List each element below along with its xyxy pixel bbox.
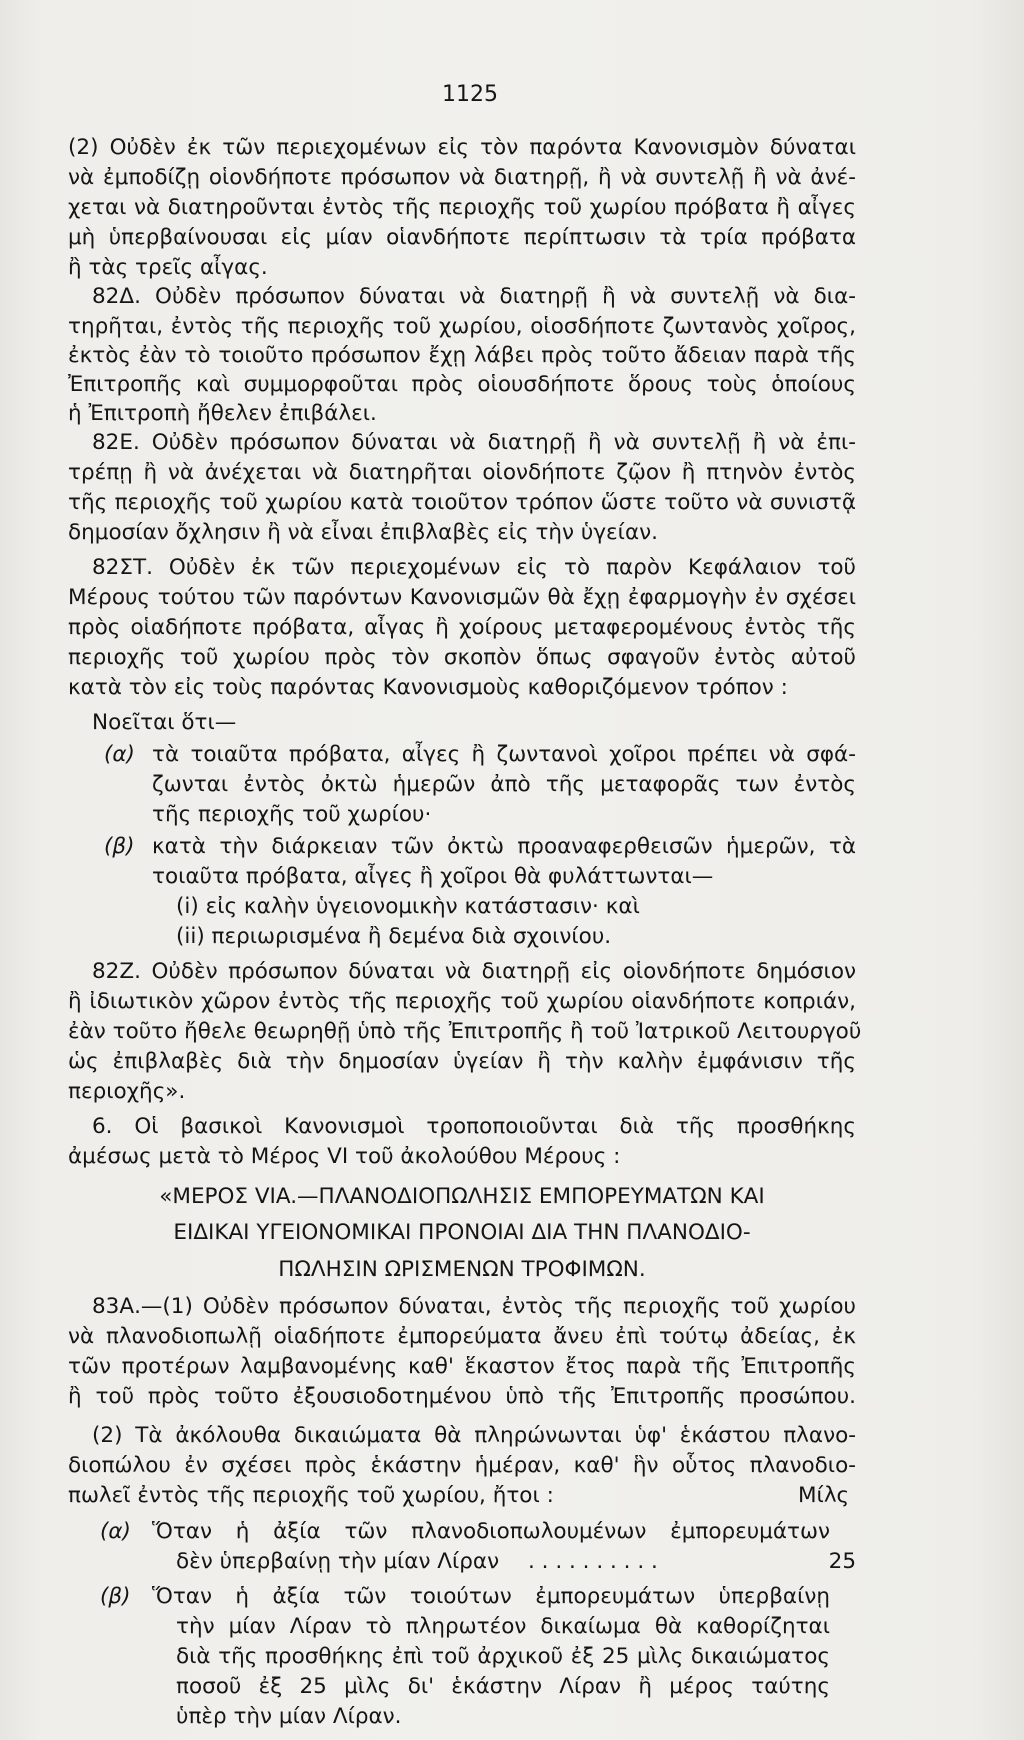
section-82z-line: 82Ζ. Οὐδὲν πρόσωπον δύναται νὰ διατηρῇ εἰς οἱονδήποτε δημόσιον: [92, 959, 856, 984]
section-6-line: 6. Οἱ βασικοὶ Κανονισμοὶ τροποποιοῦνται διὰ τῆς προσθήκης: [92, 1114, 856, 1139]
text-line: ὡς ἐπιβλαβὲς διὰ τὴν δημοσίαν ὑγείαν ἢ τὴν καλὴν ἐμφάνισιν τῆς: [68, 1049, 856, 1074]
text-line: ἢ τοῦ πρὸς τοῦτο ἐξουσιοδοτημένου ὑπὸ τῆς Ἐπιτροπῆς προσώπου.: [68, 1384, 856, 1409]
fee-row-a: [176, 1548, 856, 1576]
text-line: χεται νὰ διατηροῦνται ἐντὸς τῆς περιοχῆς τοῦ χωρίου πρόβατα ἢ αἶγες: [68, 195, 856, 220]
text-line: Μέρους τούτου τῶν παρόντων Κανονισμῶν θὰ ἔχῃ ἐφαρμογὴν ἐν σχέσει: [68, 585, 856, 610]
text-line: τηρῆται, ἐντὸς τῆς περιοχῆς τοῦ χωρίου, οἱοσδήποτε ζωντανὸς χοῖρος,: [68, 314, 856, 339]
text-line: τὰ τοιαῦτα πρόβατα, αἶγες ἢ ζωντανοὶ χοῖροι πρέπει νὰ σφά-: [152, 742, 856, 767]
section-82e-line: 82Ε. Οὐδὲν πρόσωπον δύναται νὰ διατηρῇ ἢ νὰ συντελῇ ἢ νὰ ἐπι-: [92, 430, 856, 455]
currency-column-heading: Μίλς: [798, 1483, 850, 1508]
text-line: ὑπὲρ τὴν μίαν Λίραν.: [176, 1704, 402, 1729]
fee-amount: 25: [828, 1549, 856, 1574]
proviso-heading: Νοεῖται ὅτι—: [92, 710, 237, 735]
text-line: περιοχῆς τοῦ χωρίου πρὸς τὸν σκοπὸν ὅπως σφαγοῦν ἐντὸς αὐτοῦ: [68, 645, 856, 670]
section-82d-line: 82Δ. Οὐδὲν πρόσωπον δύναται νὰ διατηρῇ ἢ νὰ συντελῇ νὰ δια-: [92, 284, 856, 309]
section-83a-line: 83Α.—(1) Οὐδὲν πρόσωπον δύναται, ἐντὸς τῆς περιοχῆς τοῦ χωρίου: [92, 1294, 856, 1319]
text-line: νὰ πλανοδιοπωλῇ οἱαδήποτε ἐμπορεύματα ἄνευ ἐπὶ τούτῳ ἀδείας, ἐκ: [68, 1324, 856, 1349]
text-line: πρὸς οἱαδήποτε πρόβατα, αἶγας ἢ χοίρους μεταφερομένους ἐντὸς τῆς: [68, 615, 856, 640]
text-line: διὰ τῆς προσθήκης ἐπὶ τοῦ ἀρχικοῦ ἐξ 25 μὶλς δικαιώματος: [176, 1644, 830, 1669]
text-line: ἢ τὰς τρεῖς αἶγας.: [68, 255, 268, 280]
fee-label-b: (β): [100, 1584, 131, 1609]
text-line: Ὅταν ἡ ἀξία τῶν πλανοδιοπωλουμένων ἐμπορευμάτων: [152, 1519, 830, 1544]
text-line: κατὰ τὸν εἰς τοὺς παρόντας Κανονισμοὺς καθοριζόμενον τρόπον :: [68, 675, 788, 700]
text-line: κατὰ τὴν διάρκειαν τῶν ὀκτὼ προαναφερθεισῶν ἡμερῶν, τὰ: [152, 834, 856, 859]
text-line: Ἐπιτροπῆς καὶ συμμορφοῦται πρὸς οἱουσδήποτε ὅρους τοὺς ὁποίους: [68, 372, 856, 397]
text-line: δημοσίαν ὄχλησιν ἢ νὰ εἶναι ἐπιβλαβὲς εἰς τὴν ὑγείαν.: [68, 520, 658, 545]
text-line: τῆς περιοχῆς τοῦ χωρίου·: [152, 802, 432, 827]
item-label-b: (β): [104, 834, 135, 859]
text-line: ἢ ἰδιωτικὸν χῶρον ἐντὸς τῆς περιοχῆς τοῦ χωρίου οἱανδήποτε κοπριάν,: [68, 989, 856, 1014]
text-line: ποσοῦ ἐξ 25 μὶλς δι' ἑκάστην Λίραν ἢ μέρος ταύτης: [176, 1674, 830, 1699]
fee-description: δὲν ὑπερβαίνῃ τὴν μίαν Λίραν: [176, 1549, 500, 1574]
text-line: ἐὰν τοῦτο ἤθελε θεωρηθῇ ὑπὸ τῆς Ἐπιτροπῆς ἢ τοῦ Ἰατρικοῦ Λειτουργοῦ: [68, 1019, 862, 1044]
page-number: 1125: [442, 82, 498, 107]
text-line: (2) Τὰ ἀκόλουθα δικαιώματα θὰ πληρώνωνται ὑφ' ἑκάστου πλανο-: [92, 1423, 856, 1448]
text-line: περιοχῆς».: [68, 1079, 186, 1104]
text-line: Ὅταν ἡ ἀξία τῶν τοιούτων ἐμπορευμάτων ὑπερβαίνῃ: [152, 1584, 830, 1609]
text-line: ζωνται ἐντὸς ὀκτὼ ἡμερῶν ἀπὸ τῆς μεταφορᾶς των ἐντὸς: [152, 772, 856, 797]
text-line: ἐκτὸς ἐὰν τὸ τοιοῦτο πρόσωπον ἔχῃ λάβει πρὸς τοῦτο ἄδειαν παρὰ τῆς: [68, 343, 856, 368]
text-line: τῆς περιοχῆς τοῦ χωρίου κατὰ τοιοῦτον τρόπον ὥστε τοῦτο νὰ συνιστᾷ: [68, 490, 856, 515]
text-line: (ii) περιωρισμένα ἢ δεμένα διὰ σχοινίου.: [176, 924, 612, 949]
text-line: τοιαῦτα πρόβατα, αἶγες ἢ χοῖροι θὰ φυλάττωνται—: [152, 864, 714, 889]
fee-label-a: (α): [100, 1519, 131, 1544]
text-line: (i) εἰς καλὴν ὑγειονομικὴν κατάστασιν· καὶ: [176, 894, 640, 919]
item-label-a: (α): [104, 742, 135, 767]
section-82st-line: 82ΣΤ. Οὐδὲν ἐκ τῶν περιεχομένων εἰς τὸ παρὸν Κεφάλαιον τοῦ: [92, 555, 856, 580]
text-line: πωλεῖ ἐντὸς τῆς περιοχῆς τοῦ χωρίου, ἤτοι :: [68, 1483, 554, 1508]
text-line: τῶν προτέρων λαμβανομένης καθ' ἕκαστον ἔτος παρὰ τῆς Ἐπιτροπῆς: [68, 1354, 856, 1379]
text-line: ἀμέσως μετὰ τὸ Μέρος VI τοῦ ἀκολούθου Μέρους :: [68, 1144, 621, 1169]
text-line: (2) Οὐδὲν ἐκ τῶν περιεχομένων εἰς τὸν παρόντα Κανονισμὸν δύναται: [68, 135, 856, 160]
part-heading-line: ΠΩΛΗΣΙΝ ΩΡΙΣΜΕΝΩΝ ΤΡΟΦΙΜΩΝ.: [278, 1257, 646, 1282]
text-line: ἡ Ἐπιτροπὴ ἤθελεν ἐπιβάλει.: [68, 401, 377, 426]
leader-dots: . . . . . . . . . .: [528, 1549, 658, 1574]
text-line: νὰ ἐμποδίζῃ οἱονδήποτε πρόσωπον νὰ διατηρῇ, ἢ νὰ συντελῇ ἢ νὰ ἀνέ-: [68, 165, 856, 190]
text-line: μὴ ὑπερβαίνουσαι εἰς μίαν οἱανδήποτε περίπτωσιν τὰ τρία πρόβατα: [68, 225, 856, 250]
part-heading-line: «ΜΕΡΟΣ VIA.—ΠΛΑΝΟΔΙΟΠΩΛΗΣΙΣ ΕΜΠΟΡΕΥΜΑΤΩΝ ΚΑΙ: [159, 1184, 765, 1209]
part-heading-line: ΕΙΔΙΚΑΙ ΥΓΕΙΟΝΟΜΙΚΑΙ ΠΡΟΝΟΙΑΙ ΔΙΑ ΤΗΝ ΠΛΑΝΟΔΙΟ-: [173, 1220, 751, 1245]
text-line: διοπώλου ἐν σχέσει πρὸς ἑκάστην ἡμέραν, καθ' ἣν οὗτος πλανοδιο-: [68, 1453, 856, 1478]
text-line: τρέπῃ ἢ νὰ ἀνέχεται νὰ διατηρῆται οἱονδήποτε ζῷον ἢ πτηνὸν ἐντὸς: [68, 460, 856, 485]
text-line: τὴν μίαν Λίραν τὸ πληρωτέον δικαίωμα θὰ καθορίζηται: [176, 1614, 830, 1639]
